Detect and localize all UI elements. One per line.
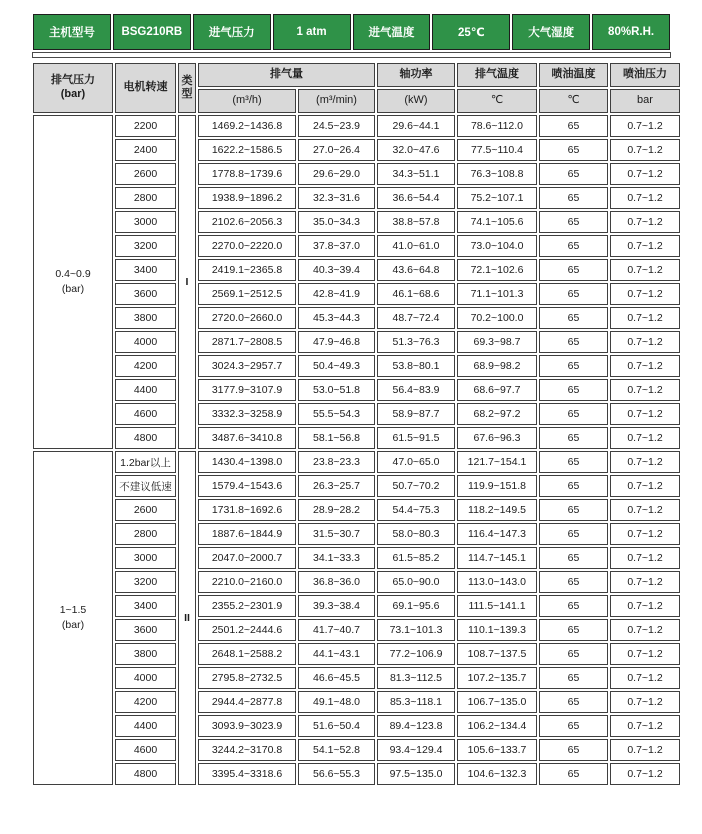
col-header-type	[178, 63, 196, 113]
oil-pressure-cell: 0.7~1.2	[610, 283, 680, 305]
motor-speed-cell: 1.2bar以上	[115, 451, 176, 473]
top-header-table	[31, 14, 672, 50]
exhaust-temp-cell: 73.0~104.0	[457, 235, 537, 257]
exhaust-temp-cell: 119.9~151.8	[457, 475, 537, 497]
oil-temp-cell: 65	[539, 163, 608, 185]
table-row	[33, 547, 680, 569]
table-row	[33, 331, 680, 353]
spec-table	[31, 61, 682, 787]
oil-temp-cell: 65	[539, 403, 608, 425]
flow-m3min-cell: 24.5~23.9	[298, 115, 375, 137]
motor-speed-cell: 2800	[115, 523, 176, 545]
motor-speed-cell: 2200	[115, 115, 176, 137]
oil-temp-cell: 65	[539, 235, 608, 257]
oil-temp-cell: 65	[539, 667, 608, 689]
machine-model-value: BSG210RB	[113, 14, 191, 50]
motor-speed-cell: 4800	[115, 763, 176, 785]
motor-speed-cell: 3800	[115, 307, 176, 329]
oil-pressure-cell: 0.7~1.2	[610, 163, 680, 185]
exhaust-temp-cell: 118.2~149.5	[457, 499, 537, 521]
flow-m3h-cell: 2871.7~2808.5	[198, 331, 296, 353]
oil-pressure-cell: 0.7~1.2	[610, 211, 680, 233]
unit-flow-m3min: (m³/min)	[298, 89, 375, 113]
flow-m3min-cell: 42.8~41.9	[298, 283, 375, 305]
oil-temp-cell: 65	[539, 211, 608, 233]
exhaust-pressure-unit: (bar)	[60, 88, 86, 100]
flow-m3h-cell: 2210.0~2160.0	[198, 571, 296, 593]
flow-m3min-cell: 31.5~30.7	[298, 523, 375, 545]
table-row	[33, 259, 680, 281]
oil-pressure-cell: 0.7~1.2	[610, 667, 680, 689]
oil-pressure-cell: 0.7~1.2	[610, 739, 680, 761]
type-char-2: 型	[181, 88, 193, 100]
exhaust-temp-cell: 74.1~105.6	[457, 211, 537, 233]
motor-speed-cell: 3200	[115, 571, 176, 593]
flow-m3h-cell: 2419.1~2365.8	[198, 259, 296, 281]
exhaust-temp-cell: 121.7~154.1	[457, 451, 537, 473]
exhaust-temp-cell: 110.1~139.3	[457, 619, 537, 641]
exhaust-temp-cell: 107.2~135.7	[457, 667, 537, 689]
motor-speed-cell: 3800	[115, 643, 176, 665]
type-char-1: 类	[181, 75, 193, 88]
oil-pressure-cell: 0.7~1.2	[610, 115, 680, 137]
flow-m3h-cell: 2795.8~2732.5	[198, 667, 296, 689]
humidity-value: 80%R.H.	[592, 14, 670, 50]
motor-speed-cell: 4800	[115, 427, 176, 449]
oil-pressure-cell: 0.7~1.2	[610, 523, 680, 545]
flow-m3min-cell: 36.8~36.0	[298, 571, 375, 593]
table-row	[33, 235, 680, 257]
motor-speed-cell: 4600	[115, 403, 176, 425]
flow-m3h-cell: 2720.0~2660.0	[198, 307, 296, 329]
flow-m3min-cell: 46.6~45.5	[298, 667, 375, 689]
flow-m3min-cell: 45.3~44.3	[298, 307, 375, 329]
exhaust-temp-cell: 104.6~132.3	[457, 763, 537, 785]
table-row	[33, 691, 680, 713]
oil-pressure-cell: 0.7~1.2	[610, 691, 680, 713]
shaft-power-cell: 32.0~47.6	[377, 139, 455, 161]
exhaust-temp-cell: 70.2~100.0	[457, 307, 537, 329]
column-header-row	[33, 63, 680, 87]
flow-m3min-cell: 41.7~40.7	[298, 619, 375, 641]
flow-m3h-cell: 3177.9~3107.9	[198, 379, 296, 401]
flow-m3h-cell: 1469.2~1436.8	[198, 115, 296, 137]
shaft-power-cell: 50.7~70.2	[377, 475, 455, 497]
unit-shaft-power: (kW)	[377, 89, 455, 113]
type-cell: I	[178, 115, 196, 449]
oil-pressure-cell: 0.7~1.2	[610, 763, 680, 785]
exhaust-temp-cell: 71.1~101.3	[457, 283, 537, 305]
exhaust-pressure-range-cell: 0.4~0.9 (bar)	[33, 115, 113, 449]
table-row	[33, 187, 680, 209]
motor-speed-cell: 4000	[115, 331, 176, 353]
table-row	[33, 211, 680, 233]
shaft-power-cell: 43.6~64.8	[377, 259, 455, 281]
flow-m3min-cell: 37.8~37.0	[298, 235, 375, 257]
shaft-power-cell: 85.3~118.1	[377, 691, 455, 713]
shaft-power-cell: 34.3~51.1	[377, 163, 455, 185]
oil-temp-cell: 65	[539, 355, 608, 377]
exhaust-temp-cell: 67.6~96.3	[457, 427, 537, 449]
shaft-power-cell: 36.6~54.4	[377, 187, 455, 209]
col-header-oil-temp: 喷油温度	[539, 63, 608, 87]
oil-temp-cell: 65	[539, 451, 608, 473]
oil-pressure-cell: 0.7~1.2	[610, 427, 680, 449]
oil-pressure-cell: 0.7~1.2	[610, 643, 680, 665]
exhaust-pressure-range-cell: 1~1.5 (bar)	[33, 451, 113, 785]
divider-strip	[32, 52, 671, 58]
oil-pressure-cell: 0.7~1.2	[610, 379, 680, 401]
flow-m3min-cell: 50.4~49.3	[298, 355, 375, 377]
exhaust-temp-cell: 106.7~135.0	[457, 691, 537, 713]
shaft-power-cell: 56.4~83.9	[377, 379, 455, 401]
oil-temp-cell: 65	[539, 619, 608, 641]
motor-speed-cell: 2600	[115, 499, 176, 521]
flow-m3h-cell: 3332.3~3258.9	[198, 403, 296, 425]
table-row	[33, 667, 680, 689]
oil-temp-cell: 65	[539, 307, 608, 329]
table-row	[33, 139, 680, 161]
shaft-power-cell: 38.8~57.8	[377, 211, 455, 233]
oil-pressure-cell: 0.7~1.2	[610, 235, 680, 257]
shaft-power-cell: 54.4~75.3	[377, 499, 455, 521]
exhaust-temp-cell: 68.9~98.2	[457, 355, 537, 377]
oil-pressure-cell: 0.7~1.2	[610, 499, 680, 521]
shaft-power-cell: 61.5~85.2	[377, 547, 455, 569]
shaft-power-cell: 58.9~87.7	[377, 403, 455, 425]
intake-pressure-value: 1 atm	[273, 14, 351, 50]
motor-speed-cell: 3000	[115, 211, 176, 233]
flow-m3min-cell: 28.9~28.2	[298, 499, 375, 521]
exhaust-temp-cell: 105.6~133.7	[457, 739, 537, 761]
table-row	[33, 715, 680, 737]
oil-pressure-cell: 0.7~1.2	[610, 331, 680, 353]
oil-temp-cell: 65	[539, 763, 608, 785]
flow-m3min-cell: 44.1~43.1	[298, 643, 375, 665]
motor-speed-cell: 2400	[115, 139, 176, 161]
table-row	[33, 739, 680, 761]
exhaust-temp-cell: 75.2~107.1	[457, 187, 537, 209]
flow-m3h-cell: 1622.2~1586.5	[198, 139, 296, 161]
oil-temp-cell: 65	[539, 283, 608, 305]
motor-speed-cell: 3600	[115, 619, 176, 641]
motor-speed-cell: 3400	[115, 595, 176, 617]
exhaust-temp-cell: 116.4~147.3	[457, 523, 537, 545]
unit-oil-pressure: bar	[610, 89, 680, 113]
shaft-power-cell: 81.3~112.5	[377, 667, 455, 689]
flow-m3h-cell: 2501.2~2444.6	[198, 619, 296, 641]
oil-temp-cell: 65	[539, 427, 608, 449]
oil-temp-cell: 65	[539, 139, 608, 161]
oil-temp-cell: 65	[539, 499, 608, 521]
oil-temp-cell: 65	[539, 739, 608, 761]
intake-pressure-label: 进气压力	[193, 14, 271, 50]
shaft-power-cell: 53.8~80.1	[377, 355, 455, 377]
flow-m3min-cell: 55.5~54.3	[298, 403, 375, 425]
flow-m3min-cell: 23.8~23.3	[298, 451, 375, 473]
oil-temp-cell: 65	[539, 571, 608, 593]
shaft-power-cell: 58.0~80.3	[377, 523, 455, 545]
type-cell: II	[178, 451, 196, 785]
col-header-shaft-power: 轴功率	[377, 63, 455, 87]
exhaust-temp-cell: 68.2~97.2	[457, 403, 537, 425]
exhaust-temp-cell: 76.3~108.8	[457, 163, 537, 185]
oil-temp-cell: 65	[539, 715, 608, 737]
flow-m3h-cell: 2648.1~2588.2	[198, 643, 296, 665]
shaft-power-cell: 97.5~135.0	[377, 763, 455, 785]
oil-temp-cell: 65	[539, 331, 608, 353]
flow-m3h-cell: 2270.0~2220.0	[198, 235, 296, 257]
oil-pressure-cell: 0.7~1.2	[610, 187, 680, 209]
table-row	[33, 163, 680, 185]
oil-temp-cell: 65	[539, 547, 608, 569]
oil-pressure-cell: 0.7~1.2	[610, 307, 680, 329]
flow-m3h-cell: 2569.1~2512.5	[198, 283, 296, 305]
flow-m3min-cell: 58.1~56.8	[298, 427, 375, 449]
oil-pressure-cell: 0.7~1.2	[610, 595, 680, 617]
shaft-power-cell: 61.5~91.5	[377, 427, 455, 449]
motor-speed-cell: 3200	[115, 235, 176, 257]
motor-speed-cell: 4400	[115, 379, 176, 401]
table-row	[33, 571, 680, 593]
col-header-flow: 排气量	[198, 63, 375, 87]
oil-pressure-cell: 0.7~1.2	[610, 139, 680, 161]
motor-speed-cell: 4200	[115, 355, 176, 377]
flow-m3min-cell: 34.1~33.3	[298, 547, 375, 569]
oil-pressure-cell: 0.7~1.2	[610, 547, 680, 569]
oil-pressure-cell: 0.7~1.2	[610, 259, 680, 281]
oil-pressure-cell: 0.7~1.2	[610, 715, 680, 737]
motor-speed-cell: 4600	[115, 739, 176, 761]
exhaust-temp-cell: 108.7~137.5	[457, 643, 537, 665]
shaft-power-cell: 51.3~76.3	[377, 331, 455, 353]
shaft-power-cell: 65.0~90.0	[377, 571, 455, 593]
flow-m3min-cell: 49.1~48.0	[298, 691, 375, 713]
unit-exhaust-temp: ℃	[457, 89, 537, 113]
oil-temp-cell: 65	[539, 115, 608, 137]
motor-speed-cell: 2600	[115, 163, 176, 185]
oil-pressure-cell: 0.7~1.2	[610, 619, 680, 641]
motor-speed-cell: 不建议低速	[115, 475, 176, 497]
oil-pressure-cell: 0.7~1.2	[610, 475, 680, 497]
shaft-power-cell: 73.1~101.3	[377, 619, 455, 641]
flow-m3min-cell: 51.6~50.4	[298, 715, 375, 737]
col-header-exhaust-temp: 排气温度	[457, 63, 537, 87]
flow-m3min-cell: 39.3~38.4	[298, 595, 375, 617]
shaft-power-cell: 41.0~61.0	[377, 235, 455, 257]
motor-speed-cell: 3000	[115, 547, 176, 569]
flow-m3h-cell: 3395.4~3318.6	[198, 763, 296, 785]
oil-temp-cell: 65	[539, 643, 608, 665]
flow-m3h-cell: 2355.2~2301.9	[198, 595, 296, 617]
flow-m3min-cell: 27.0~26.4	[298, 139, 375, 161]
shaft-power-cell: 47.0~65.0	[377, 451, 455, 473]
table-row	[33, 643, 680, 665]
machine-model-label: 主机型号	[33, 14, 111, 50]
oil-temp-cell: 65	[539, 523, 608, 545]
unit-flow-m3h: (m³/h)	[198, 89, 296, 113]
shaft-power-cell: 69.1~95.6	[377, 595, 455, 617]
oil-pressure-cell: 0.7~1.2	[610, 451, 680, 473]
shaft-power-cell: 89.4~123.8	[377, 715, 455, 737]
flow-m3min-cell: 54.1~52.8	[298, 739, 375, 761]
top-header-row	[33, 14, 670, 50]
exhaust-temp-cell: 113.0~143.0	[457, 571, 537, 593]
oil-temp-cell: 65	[539, 691, 608, 713]
exhaust-temp-cell: 77.5~110.4	[457, 139, 537, 161]
flow-m3h-cell: 1731.8~1692.6	[198, 499, 296, 521]
oil-temp-cell: 65	[539, 379, 608, 401]
oil-pressure-cell: 0.7~1.2	[610, 571, 680, 593]
exhaust-temp-cell: 106.2~134.4	[457, 715, 537, 737]
table-row	[33, 595, 680, 617]
flow-m3h-cell: 3093.9~3023.9	[198, 715, 296, 737]
motor-speed-cell: 4400	[115, 715, 176, 737]
table-row	[33, 307, 680, 329]
flow-m3min-cell: 26.3~25.7	[298, 475, 375, 497]
flow-m3h-cell: 1887.6~1844.9	[198, 523, 296, 545]
flow-m3min-cell: 40.3~39.4	[298, 259, 375, 281]
flow-m3min-cell: 35.0~34.3	[298, 211, 375, 233]
shaft-power-cell: 29.6~44.1	[377, 115, 455, 137]
table-row	[33, 451, 680, 473]
oil-temp-cell: 65	[539, 259, 608, 281]
flow-m3h-cell: 1579.4~1543.6	[198, 475, 296, 497]
unit-oil-temp: ℃	[539, 89, 608, 113]
table-row	[33, 283, 680, 305]
intake-temp-value: 25℃	[432, 14, 510, 50]
table-row	[33, 403, 680, 425]
exhaust-pressure-title: 排气压力	[51, 74, 95, 87]
exhaust-temp-cell: 111.5~141.1	[457, 595, 537, 617]
flow-m3h-cell: 3244.2~3170.8	[198, 739, 296, 761]
exhaust-temp-cell: 72.1~102.6	[457, 259, 537, 281]
table-row	[33, 427, 680, 449]
exhaust-temp-cell: 69.3~98.7	[457, 331, 537, 353]
flow-m3min-cell: 47.9~46.8	[298, 331, 375, 353]
table-row	[33, 619, 680, 641]
table-row	[33, 355, 680, 377]
oil-pressure-cell: 0.7~1.2	[610, 403, 680, 425]
exhaust-temp-cell: 78.6~112.0	[457, 115, 537, 137]
table-row	[33, 763, 680, 785]
flow-m3h-cell: 1938.9~1896.2	[198, 187, 296, 209]
col-header-exhaust-pressure	[33, 63, 113, 113]
flow-m3min-cell: 29.6~29.0	[298, 163, 375, 185]
oil-temp-cell: 65	[539, 475, 608, 497]
oil-pressure-cell: 0.7~1.2	[610, 355, 680, 377]
flow-m3min-cell: 56.6~55.3	[298, 763, 375, 785]
motor-speed-cell: 2800	[115, 187, 176, 209]
oil-temp-cell: 65	[539, 187, 608, 209]
table-row	[33, 523, 680, 545]
shaft-power-cell: 48.7~72.4	[377, 307, 455, 329]
flow-m3h-cell: 2047.0~2000.7	[198, 547, 296, 569]
table-row	[33, 115, 680, 137]
motor-speed-cell: 3600	[115, 283, 176, 305]
col-header-oil-pressure: 喷油压力	[610, 63, 680, 87]
shaft-power-cell: 46.1~68.6	[377, 283, 455, 305]
col-header-motor-speed: 电机转速	[115, 63, 176, 113]
table-row	[33, 379, 680, 401]
flow-m3h-cell: 2102.6~2056.3	[198, 211, 296, 233]
flow-m3h-cell: 2944.4~2877.8	[198, 691, 296, 713]
flow-m3h-cell: 1778.8~1739.6	[198, 163, 296, 185]
flow-m3h-cell: 3024.3~2957.7	[198, 355, 296, 377]
shaft-power-cell: 93.4~129.4	[377, 739, 455, 761]
flow-m3h-cell: 1430.4~1398.0	[198, 451, 296, 473]
humidity-label: 大气湿度	[512, 14, 590, 50]
flow-m3min-cell: 53.0~51.8	[298, 379, 375, 401]
motor-speed-cell: 4200	[115, 691, 176, 713]
flow-m3h-cell: 3487.6~3410.8	[198, 427, 296, 449]
motor-speed-cell: 3400	[115, 259, 176, 281]
shaft-power-cell: 77.2~106.9	[377, 643, 455, 665]
flow-m3min-cell: 32.3~31.6	[298, 187, 375, 209]
oil-temp-cell: 65	[539, 595, 608, 617]
exhaust-temp-cell: 68.6~97.7	[457, 379, 537, 401]
table-row	[33, 475, 680, 497]
motor-speed-cell: 4000	[115, 667, 176, 689]
exhaust-temp-cell: 114.7~145.1	[457, 547, 537, 569]
table-row	[33, 499, 680, 521]
intake-temp-label: 进气温度	[353, 14, 431, 50]
